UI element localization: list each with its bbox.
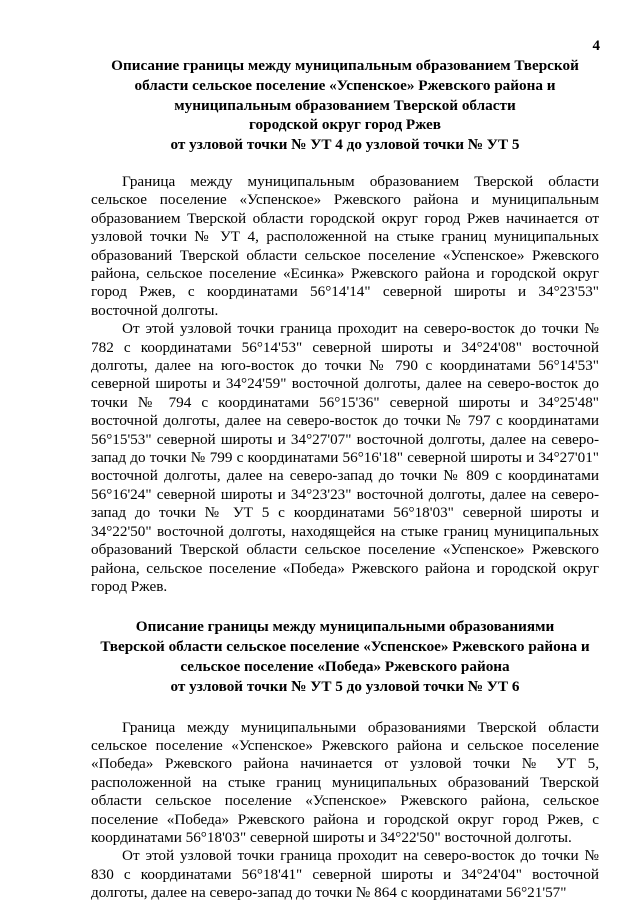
heading-line: Описание границы между муниципальными образованиями [135,618,555,636]
section-1-paragraph-1: Граница между муниципальным образованием Тверской области сельское поселение «Успенское» Ржевского района и муниципальным образованием Тверской области городской округ город Ржев начинается от узловой точки № УТ 4, расположенной на стыке границ муниципальных образований Тверской области сельское поселение «Успенское» Ржевского района, сельское поселение «Есинка» Ржевского района и городской округ город Ржев, с координатами 56°14'14" северной широты и 34°23'53" восточной долготы. [91,172,599,319]
section-2-heading [91,617,599,696]
section-1-heading [91,56,599,155]
heading-line: муниципальным образованием Тверской области [174,96,516,114]
document-body [91,56,599,903]
section-2-paragraph-1: Граница между муниципальными образованиями Тверской области сельское поселение «Успенское» Ржевского района и сельское поселение «Победа» Ржевского района начинается от узловой точки № УТ 5, расположенной на стыке границ муниципальных образований Тверской области сельское поселение «Успенское» Ржевского района, сельское поселение «Победа» Ржевского района и городской округ город Ржев, с координатами 56°18'03" северной широты и 34°22'50" восточной долготы. [91,718,599,846]
section-1-paragraph-2: От этой узловой точки граница проходит на северо-восток до точки № 782 с координатами 56°14'53" северной широты и 34°24'08" восточной долготы, далее на юго-восток до точки № 790 с координатами 56°14'53" северной широты и 34°24'59" восточной долготы, далее на северо-восток до точки № 794 с координатами 56°15'36" северной широты и 34°25'48" восточной долготы, далее на северо-восток до точки № 797 с координатами 56°15'53" северной широты и 34°27'07" восточной долготы, далее на северо-запад до точки № 799 с координатами 56°16'18" северной широты и 34°27'01" восточной долготы, далее на северо-запад до точки № 809 с координатами 56°16'24" северной широты и 34°23'23" восточной долготы, далее на северо-запад до точки № УТ 5 с координатами 56°18'03" северной широты и 34°22'50" восточной долготы, находящейся на стыке границ муниципальных образований Тверской области сельское поселение «Успенское» Ржевского района, сельское поселение «Победа» Ржевского района и городской округ город Ржев. [91,320,599,595]
heading-line: Тверской области сельское поселение «Успенское» Ржевского района и [100,638,590,656]
heading-line: от узловой точки № УТ 4 до узловой точки № УТ 5 [170,136,520,154]
heading-line: сельское поселение «Победа» Ржевского района [180,657,510,675]
page-number: 4 [592,38,600,54]
heading-line: городской округ город Ржев [249,116,441,134]
heading-line: от узловой точки № УТ 5 до узловой точки № УТ 6 [170,677,520,695]
section-2-paragraph-2: От этой узловой точки граница проходит на северо-восток до точки № 830 с координатами 56°18'41" северной широты и 34°24'04" восточной долготы, далее на северо-запад до точки № 864 с координатами 56°21'57" [91,847,599,902]
heading-line: области сельское поселение «Успенское» Ржевского района и [134,76,556,94]
heading-line: Описание границы между муниципальным образованием Тверской [111,57,579,74]
